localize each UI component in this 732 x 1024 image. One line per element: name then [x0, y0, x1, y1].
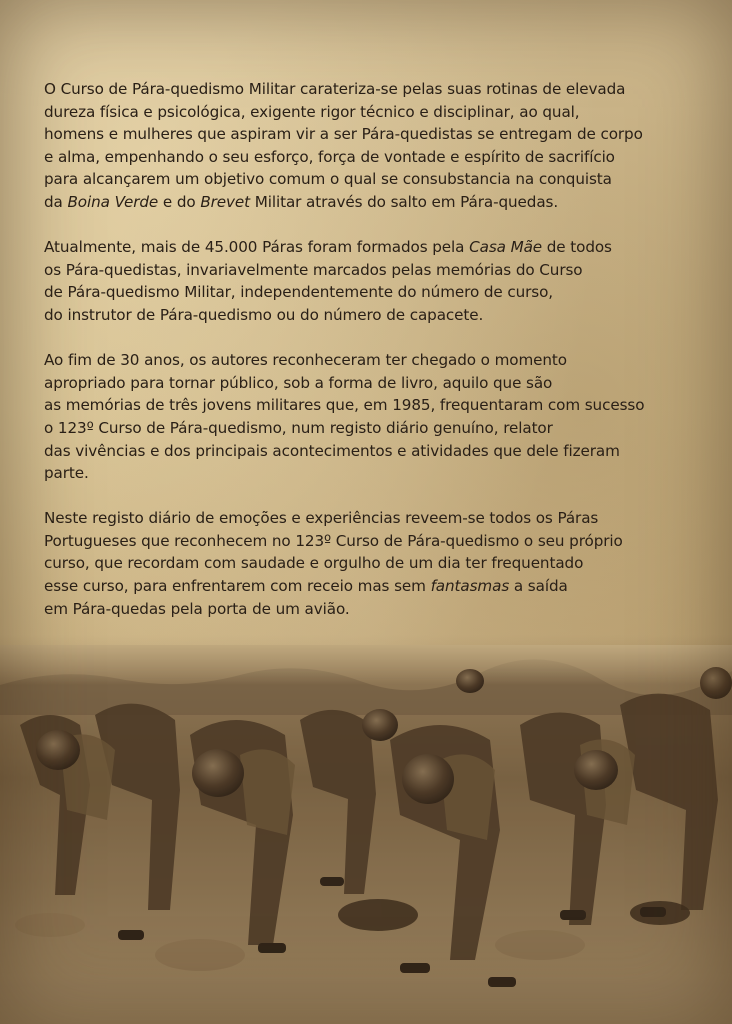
text-run: a saída — [509, 577, 568, 596]
text-line — [44, 598, 704, 621]
text-line — [44, 304, 704, 327]
text-line — [44, 101, 704, 124]
text-line — [44, 146, 704, 169]
text-run: as memórias de três jovens militares que, em 1985, frequentaram com sucesso — [44, 396, 645, 415]
text-run: parte. — [44, 464, 89, 483]
text-run: de Pára-quedismo Militar, independentemente do número de curso, — [44, 283, 554, 302]
text-line — [44, 462, 704, 485]
text-line — [44, 417, 704, 440]
cover-text — [44, 78, 704, 643]
text-run: para alcançarem um objetivo comum o qual se consubstancia na conquista — [44, 170, 612, 189]
italic-term: Casa Mãe — [469, 238, 543, 257]
text-run: homens e mulheres que aspiram vir a ser Pára-quedistas se entregam de corpo — [44, 125, 643, 144]
italic-term: Brevet — [200, 192, 251, 211]
text-line — [44, 168, 704, 191]
paragraph-2 — [44, 236, 704, 326]
text-run: curso, que recordam com saudade e orgulho de um dia ter frequentado — [44, 554, 584, 573]
paratroopers-photo — [0, 645, 732, 1024]
text-line — [44, 236, 704, 259]
text-run: Ao fim de 30 anos, os autores reconheceram ter chegado o momento — [44, 351, 567, 370]
text-line — [44, 349, 704, 372]
text-run: os Pára-quedistas, invariavelmente marcados pelas memórias do Curso — [44, 260, 583, 279]
italic-term: Boina Verde — [67, 192, 159, 211]
text-line — [44, 530, 704, 553]
text-line — [44, 191, 704, 214]
text-line — [44, 394, 704, 417]
text-line — [44, 281, 704, 304]
text-run: Atualmente, mais de 45.000 Páras foram formados pela — [44, 238, 470, 257]
text-line — [44, 440, 704, 463]
text-line — [44, 372, 704, 395]
text-line — [44, 507, 704, 530]
text-run: e alma, empenhando o seu esforço, força de vontade e espírito de sacrifício — [44, 147, 615, 166]
text-run: em Pára-quedas pela porta de um avião. — [44, 599, 350, 618]
text-line — [44, 78, 704, 101]
text-run: esse curso, para enfrentarem com receio mas sem — [44, 577, 431, 596]
text-run: do instrutor de Pára-quedismo ou do número de capacete. — [44, 305, 484, 324]
text-line — [44, 552, 704, 575]
text-run: Portugueses que reconhecem no 123º Curso de Pára-quedismo o seu próprio — [44, 531, 623, 550]
text-line — [44, 123, 704, 146]
text-run: Neste registo diário de emoções e experiências reveem-se todos os Páras — [44, 509, 599, 528]
italic-term: fantasmas — [430, 577, 510, 596]
text-line — [44, 259, 704, 282]
text-run: o 123º Curso de Pára-quedismo, num registo diário genuíno, relator — [44, 418, 553, 437]
text-run: da — [44, 192, 68, 211]
text-run: dureza física e psicológica, exigente rigor técnico e disciplinar, ao qual, — [44, 102, 580, 121]
text-line — [44, 575, 704, 598]
text-run: e do — [158, 192, 201, 211]
paragraph-4 — [44, 507, 704, 620]
text-run: apropriado para tornar público, sob a forma de livro, aquilo que são — [44, 373, 553, 392]
paragraph-3 — [44, 349, 704, 485]
text-run: de todos — [542, 238, 612, 257]
paragraph-1 — [44, 78, 704, 214]
text-run: Militar através do salto em Pára-quedas. — [250, 192, 559, 211]
text-run: O Curso de Pára-quedismo Militar carateriza-se pelas suas rotinas de elevada — [44, 80, 626, 98]
text-run: das vivências e dos principais acontecimentos e atividades que dele fizeram — [44, 441, 620, 460]
